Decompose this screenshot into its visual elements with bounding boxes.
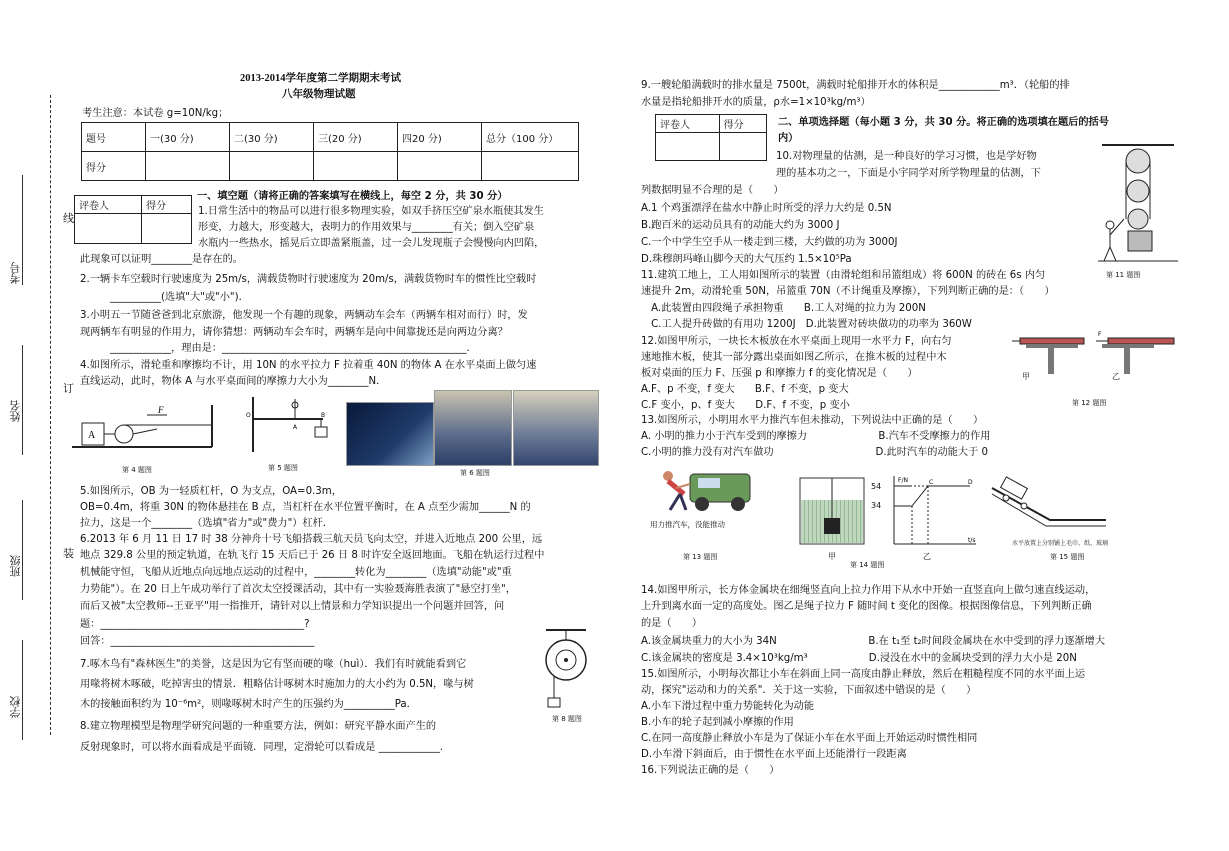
q14-line: 14.如图甲所示，长方体金属块在细绳竖直向上拉力作用下从水中开始一直竖直向上做匀速直线运动， [641,585,1096,596]
q15-option: B.小车的轮子起到减小摩擦的作用 [641,717,794,728]
q14-option: C.该金属块的密度是 3.4×10³kg/m³ D.浸没在水中的金属块受到的浮力大小是 20N [641,653,1077,664]
score-cell: 二(30 分) [230,123,314,152]
q12-option: C.F 变小，p、f 变大 D.F、f 不变，p 变小 [641,400,850,411]
q7-line: 用喙将树木啄破，吃掉害虫的情景．粗略估计啄树木时施加力的大小约为 0.5N，喙与树 [80,679,474,690]
fig11-caption: 第 11 题图 [1106,271,1141,279]
q3-line: 现两辆车有明显的作用力，请你猜想：两辆动车会车时，两辆车是向中间靠拢还是向两边分离？ [80,327,508,338]
q1-line: 1.日常生活中的物品可以进行很多物理实验，如双手挤压空矿泉水瓶使其发生 [198,206,544,217]
score-table [81,122,579,181]
q6-line: 而后又被"太空教师--王亚平"用一指推开，请针对以上情景和力学知识提出一个问题并回答，问 [80,601,505,612]
q13-option: C.小明的推力没有对汽车做功 D.此时汽车的动能大于 0 [641,447,988,458]
q11-option: A.此装置由四段绳子承担物重 B.工人对绳的拉力为 200N [641,303,926,314]
q1-line: 此现象可以证明________是存在的。 [80,254,243,265]
grader-box-2 [655,114,767,161]
q4-line: 4.如图所示，滑轮重和摩擦均不计，用 10N 的水平拉力 F 拉着重 40N 的物体 A 在水平桌面上做匀速 [80,360,537,371]
q15-line: 15.如图所示，小明每次都让小车在斜面上同一高度由静止释放，然后在粗糙程度不同的水平面上运 [641,669,1086,680]
section2-heading: 二、单项选择题（每小题 3 分，共 30 分。将正确的选项填在题后的括号 [778,117,1109,128]
q13-option: A. 小明的推力小于汽车受到的摩擦力 B.汽车不受摩擦力的作用 [641,431,991,442]
q9-line: 9.一艘轮船满载时的排水量是 7500t，满载时轮船排开水的体积是____________m³．（轮船的排 [641,80,1070,91]
q14-option: A.该金属块重力的大小为 34N B.在 t₁至 t₂时间段金属块在水中受到的浮力逐渐增大 [641,636,1106,647]
fig14-y-54: 54 [871,482,882,491]
q6-line: 地点 329.8 公里的预定轨道，在轨飞行 15 天后已于 26 日 8 时许安全返回地面。飞船在轨运行过程中 [80,550,545,561]
fig14-label-b: 乙 [923,552,931,561]
score-label: 得分 [719,115,766,133]
score-label: 得分 [142,196,192,214]
score-blank[interactable] [398,152,482,181]
q2-line: __________(选填"大"或"小")． [110,292,249,303]
q12-line: 板对桌面的压力 F、压强 p 和摩擦力 f 的变化情况是（ ） [641,368,918,379]
q1-line: 形变，力越大，形变越大，表明力的作用效果与________有关；倒入空矿泉 [198,222,535,233]
section2-heading-cont: 内） [778,133,799,144]
grader-box-1 [74,195,192,244]
score-cell: 总分（100 分） [482,123,579,152]
fig6-caption: 第 6 题图 [460,469,490,477]
exam-notice: 考生注意：本试卷 g=10N/kg； [82,108,229,119]
fig13-image-text: 用力推汽车，没能推动 [650,520,725,529]
q14-line: 上升到离水面一定的高度处。图乙是绳子拉力 F 随时间 t 变化的图像。根据图像信息，下列判断正确 [641,601,1092,612]
q9-line: 水量是指轮船排开水的质量，ρ水=1×10³kg/m³） [641,97,871,108]
q2-line: 2.一辆卡车空载时行驶速度为 25m/s，满载货物时行驶速度为 20m/s，满载货物时车的惯性比空载时 [80,274,537,285]
grader-blank[interactable] [75,214,142,244]
margin-rule-3 [22,500,23,600]
fig12-caption: 第 12 题图 [1072,399,1107,407]
score-cell: 四20 分) [398,123,482,152]
score-cell: 三(20 分) [314,123,398,152]
q3-line: ____________，理由是：________________________________________________. [110,343,470,354]
margin-label-xian: 线 [63,212,74,225]
exam-subtitle: 八年级物理试题 [282,89,356,100]
fig13-caption: 第 13 题图 [683,553,718,561]
q11-line: 11.建筑工地上，工人用如图所示的装置（由滑轮组和吊篮组成）将 600N 的砖在 6s 内匀 [641,270,1046,281]
q8-line: 反射现象时，可以将水面看成是平面镜．同理，定滑轮可以看成是 ____________. [80,742,444,753]
q12-line: 速地推木板，使其一部分露出桌面如图乙所示，在推木板的过程中木 [641,352,947,363]
svg-text:B: B [321,412,326,419]
svg-text:C: C [929,479,934,486]
svg-text:A: A [293,424,298,431]
fig13-push-car-image [646,466,756,520]
score-blank[interactable] [230,152,314,181]
margin-label-zhuang: 装 [63,547,74,560]
fig14-y-34: 34 [871,501,882,510]
svg-text:O: O [246,412,251,419]
q10-line: 10.对物理量的估测，是一种良好的学习习惯，也是学好物 [776,151,1037,162]
score-blank[interactable] [146,152,230,181]
score-cell: 题号 [82,123,146,152]
margin-label-xingming: 姓名 [9,400,22,422]
score-cell: 一(30 分) [146,123,230,152]
margin-label-kaohao: 考号 [9,262,22,284]
q16-line: 16.下列说法正确的是（ ） [641,765,780,776]
q5-line: 5.如图所示，OB 为一轻质杠杆，O 为支点，OA=0.3m， [80,486,342,497]
fig15-image-text: 水平放置上分别铺上毛巾、纸、玻璃 [1012,540,1109,547]
fig12-label-b: 乙 [1112,372,1120,381]
fig14-caption: 第 14 题图 [850,561,885,569]
fig6-spacecraft-photo [346,402,434,466]
q6-line: 题：________________________________________? [80,619,310,630]
margin-rule-4 [22,640,23,740]
q12-option: A.F、p 不变，f 变大 B.F、f 不变，p 变大 [641,384,849,395]
margin-label-xuexiao: 学校 [9,696,22,718]
q11-option: C.工人提升砖做的有用功 1200J D.此装置对砖块做功的功率为 360W [641,319,972,330]
fig8-caption: 第 8 题图 [552,715,582,723]
svg-text:t/s: t/s [968,537,976,544]
margin-label-ding: 订 [63,382,74,395]
svg-text:F: F [1098,331,1102,338]
score-blank[interactable] [482,152,579,181]
q10-line: 列数据明显不合理的是（ ） [641,185,784,196]
fig14-force-time-graph [880,474,980,550]
q7-line: 木的接触面积约为 10⁻⁶m²，则喙啄树木时产生的压强约为__________Pa． [80,699,417,710]
q11-line: 速提升 2m，动滑轮重 50N，吊篮重 70N（不计绳重及摩擦），下列判断正确的是：（ ） [641,286,1055,297]
exam-title: 2013-2014学年度第二学期期末考试 [240,73,401,84]
svg-text:F/N: F/N [898,477,908,484]
fig12-board-diagram [1012,326,1182,394]
binding-line [50,95,51,735]
q5-line: 拉力，这是一个________（选填"省力"或"费力"）杠杆． [80,518,334,529]
svg-text:D: D [968,479,973,486]
q15-line: 动，探究"运动和力的关系"．关于这一实验，下面叙述中错误的是（ ） [641,685,977,696]
q10-option: C.一个中学生空手从一楼走到三楼，大约做的功为 3000J [641,237,898,248]
q6-line: 6.2013 年 6 月 11 日 17 时 38 分神舟十号飞船搭载三航天员飞向太空，并进入近地点 200 公里，远 [80,534,543,545]
grader-label: 评卷人 [75,196,142,214]
score-blank[interactable] [719,133,766,161]
fig6-astronaut-photo-1 [434,390,512,466]
section1-heading: 一、填空题（请将正确的答案填写在横线上，每空 2 分，共 30 分） [197,191,508,202]
q8-line: 8.建立物理模型是物理学研究问题的一种重要方法，例如：研究平静水面产生的 [80,721,437,732]
fig15-caption: 第 15 题图 [1050,553,1085,561]
fig14-label-a: 甲 [828,552,836,561]
q6-line: 力势能"）。在 20 日上午成功举行了首次太空授课活动，其中有一实验聂海胜表演了"悬空打坐"， [80,584,516,595]
q10-option: A.1 个鸡蛋漂浮在盐水中静止时所受的浮力大约是 0.5N [641,203,892,214]
q10-option: D.珠穆朗玛峰山脚今天的大气压约 1.5×10⁵Pa [641,254,852,265]
fig5-caption: 第 5 题图 [268,464,298,472]
fig14-water-tank [796,474,868,550]
q15-option: A.小车下滑过程中重力势能转化为动能 [641,701,815,712]
fig12-label-a: 甲 [1022,372,1030,381]
q13-line: 13.如图所示，小明用水平力推汽车但未推动，下列说法中正确的是（ ） [641,415,984,426]
score-blank[interactable] [142,214,192,244]
score-blank[interactable] [314,152,398,181]
q5-line: OB=0.4m，将重 30N 的物体悬挂在 B 点，当杠杆在水平位置平衡时，在 A 点至少需加______N 的 [80,502,531,513]
grader-label: 评卷人 [656,115,720,133]
q15-option: D.小车滑下斜面后，由于惯性在水平面上还能滑行一段距离 [641,749,907,760]
q12-line: 12.如图甲所示，一块长木板放在水平桌面上现用一水平力 F，向右匀 [641,336,952,347]
q1-line: 水瓶内一些热水，摇晃后立即盖紧瓶盖，过一会儿发现瓶子会慢慢向内凹陷， [198,238,545,249]
fig15-incline-cart [990,470,1110,532]
fig4-caption: 第 4 题图 [122,466,152,474]
q3-line: 3.小明五一节随爸爸到北京旅游，他发现一个有趣的现象，两辆动车会车（两辆车相对而行）时，发 [80,310,528,321]
fig11-pulley-system [1098,143,1178,267]
fig6-astronaut-photo-2 [513,390,599,466]
q10-line: 理的基本功之一，下面是小宇同学对所学物理量的估测，下 [776,168,1041,179]
fig5-lever-diagram [245,397,335,457]
q6-line: 机械能守恒，飞船从近地点向远地点运动的过程中，________转化为________（选填"动能"或"重 [80,567,512,578]
q4-line: 直线运动，此时，物体 A 与水平桌面间的摩擦力大小为________N． [80,376,387,387]
q6-line: 回答：________________________________________ [80,636,315,647]
svg-text:A: A [88,430,96,441]
fig4-pulley-diagram [72,395,220,455]
q15-option: C.在同一高度静止释放小车是为了保证小车在水平面上开始运动时惯性相同 [641,733,978,744]
margin-label-banji: 班级 [9,555,22,577]
q7-line: 7.啄木鸟有"森林医生"的美誉，这是因为它有坚而硬的喙（huì）．我们有时就能看到它 [80,659,467,670]
score-cell: 得分 [82,152,146,181]
grader-blank[interactable] [656,133,720,161]
q10-option: B.跑百米的运动员具有的动能大约为 3000 J [641,220,840,231]
svg-text:F: F [158,405,164,415]
q14-line: 的是（ ） [641,618,703,629]
fig8-pulley-diagram [536,628,596,710]
